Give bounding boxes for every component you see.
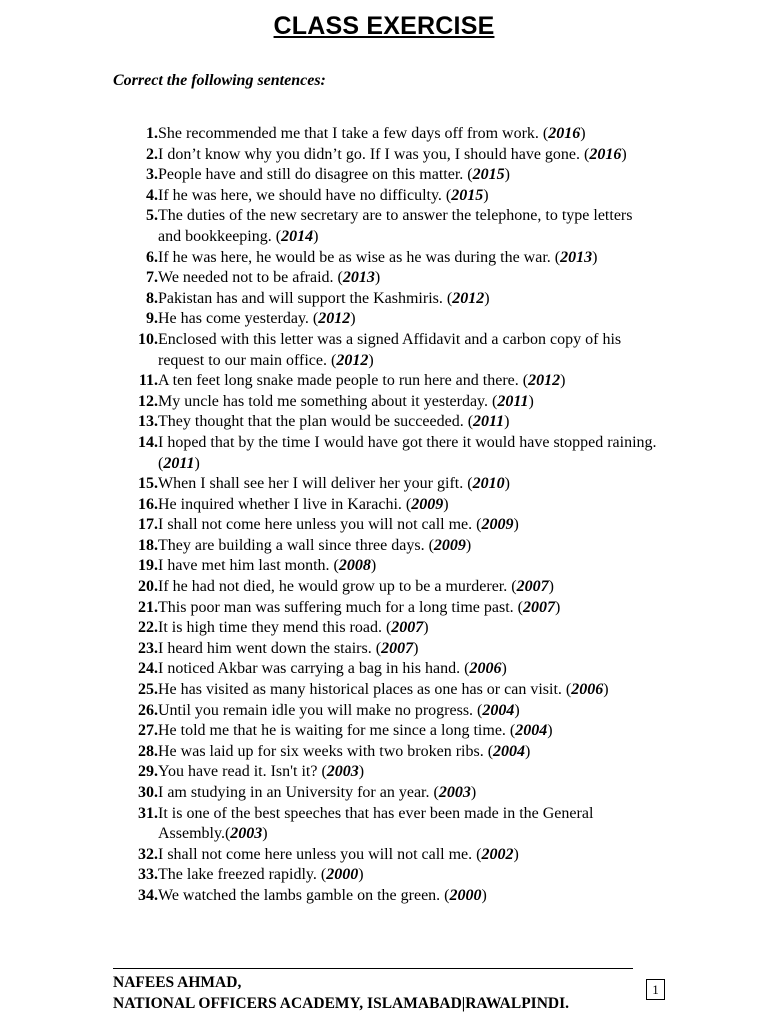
exercise-text: I heard him went down the stairs. ( <box>158 639 382 657</box>
footer-divider <box>113 968 633 969</box>
exercise-year: 2013 <box>342 269 375 287</box>
exercise-text: The lake freezed rapidly. ( <box>158 866 327 884</box>
list-item <box>113 474 658 495</box>
exercise-number: 22. <box>138 619 158 637</box>
exercise-text: I shall not come here unless you will not call me. ( <box>158 516 482 534</box>
exercise-year: 2003 <box>326 763 359 781</box>
exercise-close-paren: ) <box>504 475 510 493</box>
exercise-number: 13. <box>138 413 158 431</box>
exercise-text: When I shall see her I will deliver her your gift. ( <box>158 475 473 493</box>
exercise-sentence <box>158 618 658 639</box>
exercise-sentence <box>158 783 658 804</box>
exercise-year: 2006 <box>469 660 502 678</box>
exercise-close-paren: ) <box>313 227 319 245</box>
exercise-year: 2004 <box>493 742 526 760</box>
exercise-sentence <box>158 742 658 763</box>
instruction-heading <box>113 72 326 90</box>
footer-author: NAFEES AHMAD, <box>113 974 242 991</box>
exercise-year: 2007 <box>391 619 424 637</box>
list-item <box>113 371 658 392</box>
list-item <box>113 639 658 660</box>
exercise-sentence <box>158 433 658 474</box>
exercise-year: 2003 <box>438 784 471 801</box>
exercise-year: 2000 <box>449 886 482 904</box>
list-item <box>113 495 658 516</box>
exercise-number: 1. <box>146 125 158 142</box>
exercise-number: 34. <box>138 886 158 904</box>
list-item <box>113 145 658 166</box>
exercise-year: 2012 <box>452 289 485 307</box>
exercise-text: We needed not to be afraid. ( <box>158 269 343 287</box>
exercise-close-paren: ) <box>592 248 598 266</box>
exercise-sentence <box>158 248 658 269</box>
exercise-number: 30. <box>138 784 158 801</box>
exercise-sentence <box>158 865 658 886</box>
exercise-number: 20. <box>138 578 158 596</box>
exercise-close-paren: ) <box>504 413 510 431</box>
exercise-number: 24. <box>138 660 158 678</box>
exercise-number: 18. <box>138 536 158 554</box>
instruction-text: Correct the following sentences: <box>113 72 326 89</box>
exercise-text: You have read it. Isn't it? ( <box>158 763 327 781</box>
exercise-close-paren: ) <box>483 186 489 204</box>
exercise-number: 7. <box>146 269 158 287</box>
exercise-close-paren: ) <box>514 701 520 719</box>
exercise-number: 29. <box>138 763 158 781</box>
exercise-text: I shall not come here unless you will not call me. ( <box>158 845 482 863</box>
exercise-number: 26. <box>138 701 158 719</box>
footer-institution: NATIONAL OFFICERS ACADEMY, ISLAMABAD|RAWALPINDI. <box>113 995 569 1012</box>
exercise-sentence <box>158 639 658 660</box>
exercise-close-paren: ) <box>443 495 449 513</box>
exercise-close-paren: ) <box>513 516 519 534</box>
exercise-year: 2015 <box>472 166 505 184</box>
exercise-year: 2009 <box>433 536 466 554</box>
exercise-year: 2011 <box>163 454 195 472</box>
exercise-sentence <box>158 268 658 289</box>
exercise-sentence <box>158 145 658 166</box>
exercise-close-paren: ) <box>501 660 507 678</box>
exercise-number: 14. <box>138 433 158 451</box>
exercise-close-paren: ) <box>368 351 374 369</box>
exercise-sentence <box>158 474 658 495</box>
footer <box>113 972 569 1014</box>
exercise-text: I hoped that by the time I would have got there it would have stopped raining. ( <box>158 433 657 472</box>
exercise-text: Until you remain idle you will make no progress. ( <box>158 701 483 719</box>
exercise-close-paren: ) <box>358 763 365 781</box>
exercise-year: 2002 <box>481 845 514 863</box>
exercise-text: The duties of the new secretary are to answer the telephone, to type letters and bookkeeping. ( <box>158 207 633 245</box>
exercise-close-paren: ) <box>525 742 531 760</box>
exercise-year: 2012 <box>336 351 369 369</box>
exercise-number: 12. <box>138 392 158 410</box>
exercise-sentence <box>158 845 658 866</box>
exercise-sentence <box>158 371 658 392</box>
exercise-close-paren: ) <box>470 784 477 801</box>
exercise-text: Enclosed with this letter was a signed Affidavit and a carbon copy of his request to our main office. ( <box>158 330 622 369</box>
exercise-close-paren: ) <box>484 289 490 307</box>
exercise-number: 25. <box>138 681 158 699</box>
exercise-year: 2007 <box>522 598 555 616</box>
exercise-year: 2012 <box>318 310 351 328</box>
exercise-year: 2004 <box>515 722 548 740</box>
exercise-list <box>113 124 658 907</box>
exercise-text: My uncle has told me something about it yesterday. ( <box>158 392 498 410</box>
exercise-sentence <box>158 721 658 742</box>
exercise-sentence <box>158 206 658 247</box>
exercise-close-paren: ) <box>423 619 429 637</box>
exercise-text: He inquired whether I live in Karachi. ( <box>158 495 412 513</box>
page-title: CLASS EXERCISE <box>273 12 495 40</box>
list-item <box>113 536 658 557</box>
exercise-number: 28. <box>138 742 158 760</box>
exercise-number: 9. <box>146 310 158 328</box>
list-item <box>113 783 658 804</box>
exercise-text: It is high time they mend this road. ( <box>158 619 392 637</box>
exercise-year: 2000 <box>326 866 359 884</box>
exercise-number: 6. <box>146 248 158 266</box>
exercise-text: I noticed Akbar was carrying a bag in his hand. ( <box>158 660 470 678</box>
exercise-year: 2011 <box>473 413 505 431</box>
exercise-close-paren: ) <box>358 866 364 884</box>
exercise-sentence <box>158 556 658 577</box>
exercise-number: 16. <box>138 495 158 513</box>
exercise-year: 2009 <box>481 516 514 534</box>
exercise-text: If he was here, he would be as wise as he was during the war. ( <box>158 248 561 266</box>
exercise-text: He has come yesterday. ( <box>158 310 319 328</box>
exercise-close-paren: ) <box>481 886 487 904</box>
exercise-sentence <box>158 886 658 907</box>
exercise-year: 2008 <box>338 557 371 575</box>
exercise-close-paren: ) <box>504 166 510 184</box>
exercise-close-paren: ) <box>548 578 554 596</box>
list-item <box>113 618 658 639</box>
list-item <box>113 206 658 247</box>
exercise-number: 32. <box>138 845 158 863</box>
exercise-year: 2016 <box>589 145 622 163</box>
list-item <box>113 701 658 722</box>
exercise-year: 2007 <box>516 578 549 596</box>
exercise-sentence <box>158 309 658 330</box>
exercise-text: I am studying in an University for an year. ( <box>158 784 439 801</box>
exercise-number: 15. <box>138 475 158 493</box>
list-item <box>113 865 658 886</box>
exercise-sentence <box>158 330 658 371</box>
exercise-sentence <box>158 762 658 783</box>
exercise-number: 19. <box>138 557 158 575</box>
exercise-close-paren: ) <box>194 454 200 472</box>
exercise-sentence <box>158 515 658 536</box>
exercise-sentence <box>158 495 658 516</box>
exercise-sentence <box>158 701 658 722</box>
exercise-year: 2006 <box>571 681 604 699</box>
exercise-close-paren: ) <box>580 125 586 142</box>
list-item <box>113 124 658 145</box>
exercise-text: If he was here, we should have no difficulty. ( <box>158 186 452 204</box>
exercise-text: He has visited as many historical places as one has or can visit. ( <box>158 681 572 699</box>
exercise-text: I don’t know why you didn’t go. If I was you, I should have gone. ( <box>158 145 590 163</box>
list-item <box>113 804 658 845</box>
exercise-year: 2004 <box>482 701 515 719</box>
exercise-sentence <box>158 598 658 619</box>
exercise-text: Pakistan has and will support the Kashmiris. ( <box>158 289 453 307</box>
exercise-sentence <box>158 680 658 701</box>
page-number: 1 <box>646 979 665 1000</box>
exercise-close-paren: ) <box>621 145 627 163</box>
list-item <box>113 289 658 310</box>
exercise-sentence <box>158 124 658 145</box>
exercise-text: He was laid up for six weeks with two broken ribs. ( <box>158 742 494 760</box>
exercise-sentence <box>158 577 658 598</box>
exercise-sentence <box>158 536 658 557</box>
list-item <box>113 598 658 619</box>
exercise-year: 2003 <box>230 825 263 843</box>
exercise-number: 2. <box>146 145 158 163</box>
exercise-sentence <box>158 392 658 413</box>
exercise-close-paren: ) <box>547 722 553 740</box>
exercise-year: 2016 <box>548 125 581 142</box>
exercise-number: 8. <box>146 289 158 307</box>
exercise-text: She recommended me that I take a few days off from work. ( <box>158 125 549 142</box>
exercise-close-paren: ) <box>560 372 566 390</box>
exercise-number: 5. <box>146 207 158 225</box>
exercise-sentence <box>158 412 658 433</box>
exercise-close-paren: ) <box>370 557 377 575</box>
list-item <box>113 186 658 207</box>
exercise-close-paren: ) <box>513 845 519 863</box>
list-item <box>113 268 658 289</box>
exercise-text: It is one of the best speeches that has ever been made in the General Assembly.( <box>158 804 594 843</box>
exercise-close-paren: ) <box>413 639 419 657</box>
list-item <box>113 392 658 413</box>
list-item <box>113 515 658 536</box>
list-item <box>113 556 658 577</box>
exercise-number: 21. <box>138 598 158 616</box>
list-item <box>113 659 658 680</box>
list-item <box>113 412 658 433</box>
exercise-number: 27. <box>138 722 158 740</box>
exercise-year: 2015 <box>451 186 484 204</box>
exercise-text: A ten feet long snake made people to run here and there. ( <box>158 372 529 390</box>
list-item <box>113 577 658 598</box>
list-item <box>113 721 658 742</box>
exercise-close-paren: ) <box>374 269 381 287</box>
exercise-year: 2010 <box>472 475 505 493</box>
exercise-year: 2014 <box>281 227 314 245</box>
exercise-text: They are building a wall since three days. ( <box>158 536 434 554</box>
exercise-text: He told me that he is waiting for me since a long time. ( <box>158 722 516 740</box>
exercise-number: 3. <box>146 166 158 184</box>
exercise-number: 4. <box>146 186 158 204</box>
list-item <box>113 762 658 783</box>
exercise-sentence <box>158 659 658 680</box>
exercise-text: I have met him last month. ( <box>158 557 339 575</box>
exercise-sentence <box>158 804 658 845</box>
exercise-number: 10. <box>138 330 158 348</box>
exercise-close-paren: ) <box>465 536 472 554</box>
exercise-sentence <box>158 186 658 207</box>
exercise-close-paren: ) <box>350 310 356 328</box>
exercise-year: 2007 <box>381 639 414 657</box>
exercise-close-paren: ) <box>262 825 268 843</box>
exercise-year: 2009 <box>411 495 444 513</box>
list-item <box>113 248 658 269</box>
exercise-number: 31. <box>138 804 158 822</box>
exercise-close-paren: ) <box>528 392 534 410</box>
exercise-close-paren: ) <box>554 598 561 616</box>
exercise-year: 2013 <box>560 248 593 266</box>
exercise-year: 2012 <box>528 372 561 390</box>
list-item <box>113 309 658 330</box>
exercise-number: 17. <box>138 516 158 534</box>
exercise-sentence <box>158 165 658 186</box>
exercise-close-paren: ) <box>603 681 609 699</box>
exercise-text: They thought that the plan would be succeeded. ( <box>158 413 474 431</box>
exercise-text: This poor man was suffering much for a long time past. ( <box>158 598 523 616</box>
list-item <box>113 330 658 371</box>
exercise-text: If he had not died, he would grow up to be a murderer. ( <box>158 578 517 596</box>
list-item <box>113 742 658 763</box>
exercise-number: 33. <box>138 866 158 884</box>
exercise-number: 23. <box>138 639 158 657</box>
exercise-sentence <box>158 289 658 310</box>
exercise-text: We watched the lambs gamble on the green. ( <box>158 886 450 904</box>
exercise-number: 11. <box>138 372 158 390</box>
list-item <box>113 886 658 907</box>
list-item <box>113 680 658 701</box>
exercise-text: People have and still do disagree on this matter. ( <box>158 166 473 184</box>
list-item <box>113 845 658 866</box>
list-item <box>113 433 658 474</box>
exercise-year: 2011 <box>497 392 529 410</box>
list-item <box>113 165 658 186</box>
